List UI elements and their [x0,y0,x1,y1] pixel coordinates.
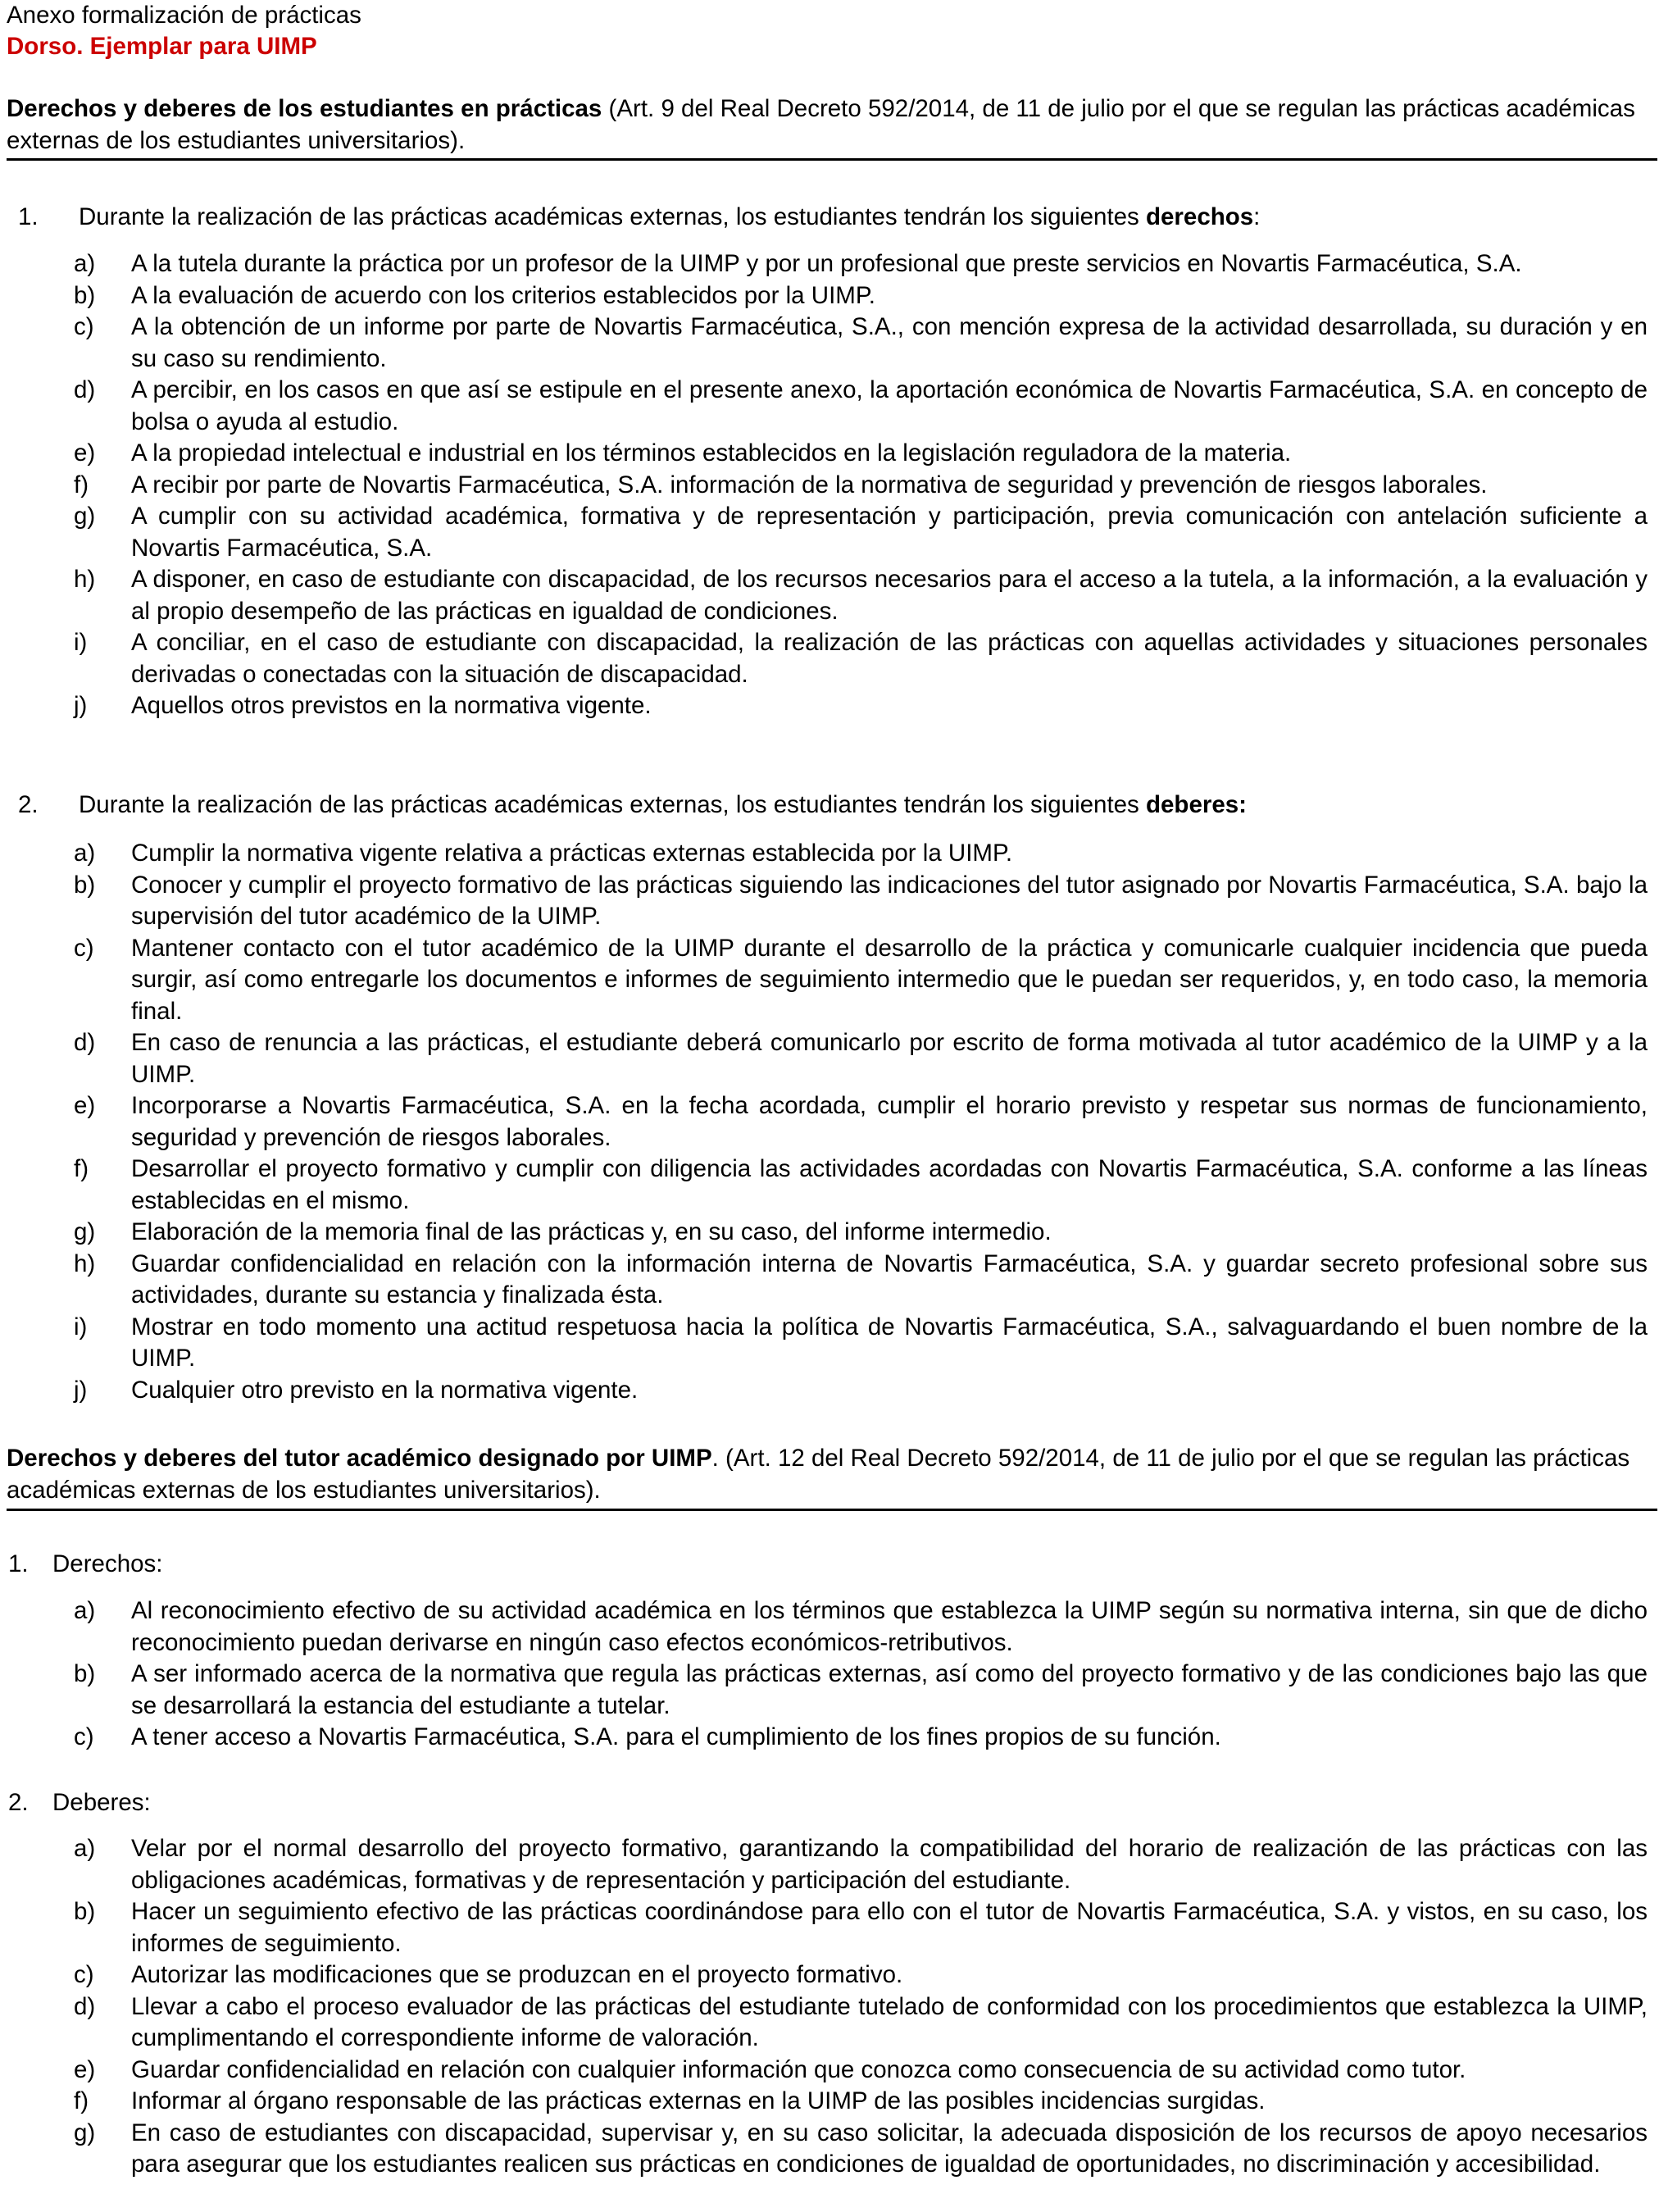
list-item [7,312,1649,375]
list-item-text: A percibir, en los casos en que así se estipule en el presente anexo, la aportación económica de Novartis Farmacéutica, S.A. en concepto de bolsa o ayuda al estudio. [131,376,1648,435]
list-item [7,1896,1649,1959]
students-duties-list [7,838,1649,1406]
list-item-letter: i) [74,629,88,656]
section-divider [7,158,1657,161]
list-item-text: Conocer y cumplir el proyecto formativo de las prácticas siguiendo las indicaciones del tutor asignado por Novartis Farmacéutica, S.A. bajo la supervisión del tutor académico de la UIMP. [131,871,1648,930]
list-item [7,1090,1649,1154]
list-item-text: A conciliar, en el caso de estudiante con discapacidad, la realización de las prácticas con aquellas actividades y situaciones personales derivadas o conectadas con la situación de discapacidad. [131,629,1648,688]
students-section-heading [7,93,1649,157]
list-item [7,2055,1649,2087]
list-item [7,838,1649,870]
list-item-letter: b) [74,871,96,899]
list-item-letter: f) [74,471,89,498]
list-item-letter: g) [74,1218,96,1245]
list-item [7,1659,1649,1722]
list-item-letter: c) [74,313,94,340]
list-item [7,280,1649,312]
list-item-letter: h) [74,1249,96,1277]
list-item-letter: c) [74,934,94,962]
students-rights-intro [18,202,1649,234]
list-item-text: Velar por el normal desarrollo del proyecto formativo, garantizando la compatibilidad del horario de realización de las prácticas con las obligaciones académicas, formativas y de representación y participación del estudiante. [131,1835,1648,1894]
list-item-letter: f) [74,1155,89,1182]
list-item-text: A recibir por parte de Novartis Farmacéutica, S.A. información de la normativa de seguridad y prevención de riesgos laborales. [131,471,1488,498]
list-item-text: Hacer un seguimiento efectivo de las prácticas coordinándose para ello con el tutor de Novartis Farmacéutica, S.A. y vistos, en su caso, los informes de seguimiento. [131,1898,1648,1957]
list-item-text: Cumplir la normativa vigente relativa a prácticas externas establecida por la UIMP. [131,840,1013,867]
item-number: 1. [18,203,39,230]
list-item [7,1312,1649,1375]
list-item-text: A la tutela durante la práctica por un profesor de la UIMP y por un profesional que preste servicios en Novartis Farmacéutica, S.A. [131,250,1522,277]
list-item-text: Guardar confidencialidad en relación con cualquier información que conozca como consecuencia de su actividad como tutor. [131,2055,1466,2083]
list-item-text: A cumplir con su actividad académica, formativa y de representación y participación, previa comunicación con antelación suficiente a Novartis Farmacéutica, S.A. [131,503,1648,562]
rights-intro-text: Durante la realización de las prácticas académicas externas, los estudiantes tendrán los siguientes derechos: [79,203,1261,230]
list-item-letter: a) [74,840,96,867]
list-item [7,1833,1649,1896]
list-item-letter: b) [74,1898,96,1925]
tutor-section-heading [7,1443,1649,1506]
list-item [7,438,1649,470]
list-item [7,1154,1649,1217]
list-item [7,470,1649,502]
tutor-rights-list [7,1595,1649,1754]
list-item-letter: i) [74,1313,88,1340]
list-item-letter: j) [74,692,88,719]
list-item-text: Incorporarse a Novartis Farmacéutica, S.A. en la fecha acordada, cumplir el horario previsto y respetar sus normas de funcionamiento, seguridad y prevención de riesgos laborales. [131,1092,1648,1151]
section-divider [7,1509,1657,1511]
list-item-text: Elaboración de la memoria final de las prácticas y, en su caso, del informe intermedio. [131,1218,1052,1245]
list-item-letter: d) [74,1029,96,1056]
copy-note: Dorso. Ejemplar para UIMP [7,33,317,60]
item-number: 2. [8,1789,29,1816]
list-item [7,627,1649,690]
list-item-text: A la obtención de un informe por parte de Novartis Farmacéutica, S.A., con mención expresa de la actividad desarrollada, su duración y en su caso su rendimiento. [131,313,1648,372]
list-item-letter: b) [74,281,96,309]
list-item [7,1959,1649,1991]
tutor-rights-label: Derechos: [52,1550,163,1577]
tutor-heading-bold: Derechos y deberes del tutor académico designado por UIMP [7,1445,712,1472]
list-item-text: Informar al órgano responsable de las prácticas externas en la UIMP de las posibles incidencias surgidas. [131,2087,1266,2114]
list-item-text: En caso de estudiantes con discapacidad, supervisar y, en su caso solicitar, la adecuada disposición de los recursos de apoyo necesarios para asegurar que los estudiantes realicen sus prácticas en condiciones de igualdad de oportunidades, no discriminación y accesibilidad. [131,2119,1648,2178]
list-item-text: A ser informado acerca de la normativa que regula las prácticas externas, así como del proyecto formativo y de las condiciones bajo las que se desarrollará la estancia del estudiante a tutelar. [131,1660,1648,1719]
tutor-heading-rest: . (Art. 12 del Real Decreto 592/2014, de 11 de julio por el que se regulan las prácticas académicas externas de los estudiantes universitarios). [7,1445,1630,1504]
students-heading-rest: (Art. 9 del Real Decreto 592/2014, de 11 de julio por el que se regulan las prácticas académicas externas de los estudiantes universitarios). [7,95,1635,154]
list-item [7,564,1649,627]
list-item [7,1217,1649,1249]
list-item-text: Llevar a cabo el proceso evaluador de las prácticas del estudiante tutelado de conformidad con los procedimientos que establezca la UIMP, cumplimentando el correspondiente informe de valoración. [131,1992,1648,2051]
list-item [7,1991,1649,2055]
list-item [7,248,1649,280]
students-rights-list [7,248,1649,722]
list-item-letter: g) [74,2119,96,2146]
list-item-letter: e) [74,439,96,467]
list-item-text: Al reconocimiento efectivo de su actividad académica en los términos que establezca la UIMP según su normativa interna, sin que de dicho reconocimiento puedan derivarse en ningún caso efectos económicos-retributivos. [131,1597,1648,1656]
list-item-text: Desarrollar el proyecto formativo y cumplir con diligencia las actividades acordadas con Novartis Farmacéutica, S.A. conforme a las líneas establecidas en el mismo. [131,1155,1648,1214]
list-item [7,375,1649,438]
item-number: 1. [8,1550,29,1577]
list-item-text: A la propiedad intelectual e industrial en los términos establecidos en la legislación reguladora de la materia. [131,439,1292,467]
list-item [7,933,1649,1028]
list-item-letter: j) [74,1376,88,1404]
list-item-letter: a) [74,250,96,277]
list-item-text: A disponer, en caso de estudiante con discapacidad, de los recursos necesarios para el acceso a la tutela, a la información, a la evaluación y al propio desempeño de las prácticas en igualdad de condiciones. [131,566,1648,625]
list-item-letter: a) [74,1597,96,1624]
students-duties-intro [18,790,1649,822]
list-item-text: Mantener contacto con el tutor académico de la UIMP durante el desarrollo de la práctica y comunicarle cualquier incidencia que pueda surgir, así como entregarle los documentos e informes de seguimiento intermedio que le puedan ser requeridos, y, en todo caso, la memoria final. [131,934,1648,1025]
list-item [7,1722,1649,1754]
duties-intro-text: Durante la realización de las prácticas académicas externas, los estudiantes tendrán los siguientes deberes: [79,791,1247,818]
list-item-letter: c) [74,1961,94,1988]
list-item [7,501,1649,564]
list-item-letter: e) [74,2055,96,2083]
list-item-text: A la evaluación de acuerdo con los criterios establecidos por la UIMP. [131,281,875,309]
list-item-letter: a) [74,1835,96,1862]
list-item-letter: h) [74,566,96,593]
list-item [7,1375,1649,1407]
list-item [7,2118,1649,2181]
list-item-letter: c) [74,1723,94,1750]
tutor-duties-label: Deberes: [52,1789,151,1816]
list-item [7,690,1649,722]
list-item-text: Cualquier otro previsto en la normativa vigente. [131,1376,639,1404]
list-item [7,2086,1649,2118]
list-item-letter: b) [74,1660,96,1687]
list-item [7,1595,1649,1659]
list-item-letter: e) [74,1092,96,1119]
tutor-duties-heading [8,1787,1648,1819]
list-item-letter: g) [74,503,96,530]
item-number: 2. [18,791,39,818]
list-item-letter: d) [74,1992,96,2020]
tutor-duties-list [7,1833,1649,2181]
tutor-rights-heading [8,1549,1648,1581]
list-item-text: Guardar confidencialidad en relación con la información interna de Novartis Farmacéutica, S.A. y guardar secreto profesional sobre sus actividades, durante su estancia y finalizada ésta. [131,1249,1648,1309]
list-item-letter: f) [74,2087,89,2114]
list-item [7,870,1649,933]
list-item-letter: d) [74,376,96,403]
list-item-text: Autorizar las modificaciones que se produzcan en el proyecto formativo. [131,1961,903,1988]
list-item-text: A tener acceso a Novartis Farmacéutica, S.A. para el cumplimiento de los fines propios de su función. [131,1723,1221,1750]
list-item-text: En caso de renuncia a las prácticas, el estudiante deberá comunicarlo por escrito de forma motivada al tutor académico de la UIMP y a la UIMP. [131,1029,1648,1088]
list-item [7,1027,1649,1090]
students-heading-bold: Derechos y deberes de los estudiantes en prácticas [7,95,602,122]
list-item-text: Aquellos otros previstos en la normativa vigente. [131,692,652,719]
list-item-text: Mostrar en todo momento una actitud respetuosa hacia la política de Novartis Farmacéutica, S.A., salvaguardando el buen nombre de la UIMP. [131,1313,1648,1372]
list-item [7,1249,1649,1312]
annex-title: Anexo formalización de prácticas [7,2,361,29]
